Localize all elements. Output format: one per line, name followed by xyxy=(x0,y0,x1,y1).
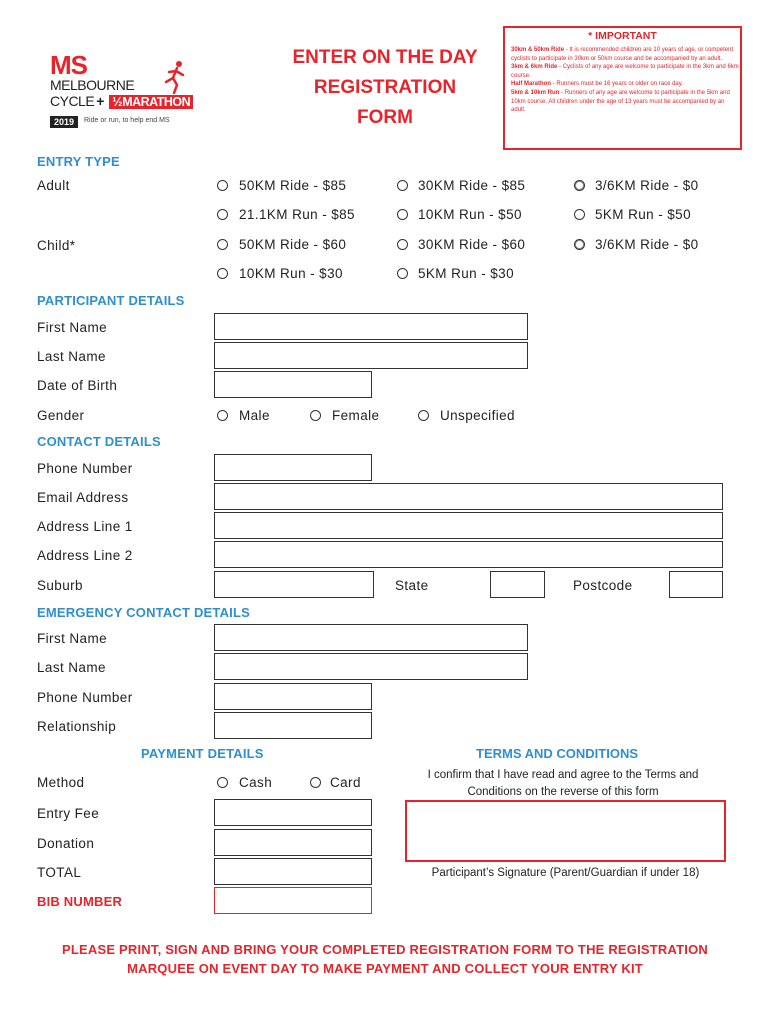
opt-adult-30km-ride: 30KM Ride - $85 xyxy=(418,178,526,193)
logo-year: 2019 xyxy=(50,116,78,128)
emergency-phone-field[interactable] xyxy=(214,683,372,710)
terms-line2: Conditions on the reverse of this form xyxy=(467,786,659,798)
label-child: Child* xyxy=(37,238,76,253)
important-p3: - Runners must be 16 years or older on race day. xyxy=(551,81,683,88)
radio-gender-male[interactable] xyxy=(217,410,228,421)
opt-gender-male: Male xyxy=(239,408,270,423)
opt-adult-3-6km-ride: 3/6KM Ride - $0 xyxy=(595,178,699,193)
terms-title: TERMS AND CONDITIONS xyxy=(476,746,639,761)
form-title-line1: ENTER ON THE DAY xyxy=(292,47,478,68)
label-address2: Address Line 2 xyxy=(37,548,133,563)
important-p3-bold: Half Marathon xyxy=(511,81,552,88)
terms-line1: I confirm that I have read and agree to the Terms and xyxy=(427,769,699,781)
important-body xyxy=(511,46,739,115)
radio-gender-female[interactable] xyxy=(310,410,321,421)
radio-adult-5km-run[interactable] xyxy=(574,209,585,220)
opt-child-30km-ride: 30KM Ride - $60 xyxy=(418,237,526,252)
label-first-name: First Name xyxy=(37,320,108,335)
label-state: State xyxy=(395,578,429,593)
footer-line1: PLEASE PRINT, SIGN AND BRING YOUR COMPLETED REGISTRATION FORM TO THE REGISTRATION xyxy=(61,942,708,957)
radio-payment-cash[interactable] xyxy=(217,777,228,788)
emergency-last-name-field[interactable] xyxy=(214,653,528,680)
radio-child-5km-run[interactable] xyxy=(397,268,408,279)
opt-child-50km-ride: 50KM Ride - $60 xyxy=(239,237,347,252)
label-emergency-last-name: Last Name xyxy=(37,660,106,675)
section-payment-details: PAYMENT DETAILS xyxy=(141,746,264,761)
section-contact-details: CONTACT DETAILS xyxy=(37,434,161,449)
form-title-line2: REGISTRATION xyxy=(313,77,457,98)
label-emergency-first-name: First Name xyxy=(37,631,108,646)
radio-adult-21km-run[interactable] xyxy=(217,209,228,220)
radio-child-50km-ride[interactable] xyxy=(217,239,228,250)
important-title: * IMPORTANT xyxy=(588,30,657,42)
opt-payment-card: Card xyxy=(330,775,361,790)
address1-field[interactable] xyxy=(214,512,723,539)
signature-label: Participant’s Signature (Parent/Guardian if under 18) xyxy=(431,867,700,879)
section-participant-details: PARTICIPANT DETAILS xyxy=(37,293,185,308)
address2-field[interactable] xyxy=(214,541,723,568)
label-relationship: Relationship xyxy=(37,719,117,734)
donation-field[interactable] xyxy=(214,829,372,856)
label-donation: Donation xyxy=(37,836,95,851)
first-name-field[interactable] xyxy=(214,313,528,340)
opt-adult-10km-run: 10KM Run - $50 xyxy=(418,207,522,222)
state-field[interactable] xyxy=(490,571,545,598)
radio-adult-30km-ride[interactable] xyxy=(397,180,408,191)
postcode-field[interactable] xyxy=(669,571,723,598)
label-emergency-phone: Phone Number xyxy=(37,690,133,705)
footer-notice xyxy=(30,940,740,978)
logo-ms: MS xyxy=(50,50,87,80)
radio-adult-10km-run[interactable] xyxy=(397,209,408,220)
label-method: Method xyxy=(37,775,85,790)
entry-fee-field[interactable] xyxy=(214,799,372,826)
label-postcode: Postcode xyxy=(573,578,633,593)
signature-field[interactable] xyxy=(405,800,726,862)
label-address1: Address Line 1 xyxy=(37,519,133,534)
opt-child-5km-run: 5KM Run - $30 xyxy=(418,266,514,281)
important-p1: - It is recommended children are 10 years of age, or competent cyclists to participate in 30km or 50km course and be accompanied by an adult. xyxy=(511,47,734,62)
runner-icon xyxy=(162,60,188,99)
opt-gender-female: Female xyxy=(332,408,380,423)
label-adult: Adult xyxy=(37,178,70,193)
suburb-field[interactable] xyxy=(214,571,374,598)
opt-child-10km-run: 10KM Run - $30 xyxy=(239,266,343,281)
logo-cycle: CYCLE xyxy=(50,93,95,109)
important-p2: - Cyclists of any age are welcome to participate in the 3km and 6km course. xyxy=(511,64,739,79)
radio-adult-3-6km-ride[interactable] xyxy=(574,180,585,191)
logo-tagline: Ride or run, to help end MS xyxy=(84,117,170,124)
important-p4: - Runners of any age are welcome to participate in the 5km and 10km course. All children under the age of 13 years must be accompanied by an adult. xyxy=(511,89,730,114)
important-p1-bold: 30km & 50km Ride xyxy=(511,47,565,53)
event-logo xyxy=(50,50,240,130)
total-field[interactable] xyxy=(214,858,372,885)
dob-field[interactable] xyxy=(214,371,372,398)
opt-payment-cash: Cash xyxy=(239,775,273,790)
radio-child-10km-run[interactable] xyxy=(217,268,228,279)
label-gender: Gender xyxy=(37,408,85,423)
section-entry-type: ENTRY TYPE xyxy=(37,154,120,169)
logo-line1: MELBOURNE xyxy=(50,77,135,93)
opt-adult-50km-ride: 50KM Ride - $85 xyxy=(239,178,347,193)
relationship-field[interactable] xyxy=(214,712,372,739)
opt-child-3-6km-ride: 3/6KM Ride - $0 xyxy=(595,237,699,252)
emergency-first-name-field[interactable] xyxy=(214,624,528,651)
label-bib-number: BIB NUMBER xyxy=(37,894,123,909)
label-entry-fee: Entry Fee xyxy=(37,806,100,821)
form-title-line3: FORM xyxy=(357,107,413,128)
radio-adult-50km-ride[interactable] xyxy=(217,180,228,191)
bib-number-field[interactable] xyxy=(214,887,372,914)
last-name-field[interactable] xyxy=(214,342,528,369)
logo-half: ½ xyxy=(112,95,123,109)
email-field[interactable] xyxy=(214,483,723,510)
label-email: Email Address xyxy=(37,490,129,505)
label-dob: Date of Birth xyxy=(37,378,118,393)
label-total: TOTAL xyxy=(37,865,82,880)
radio-payment-card[interactable] xyxy=(310,777,321,788)
label-phone: Phone Number xyxy=(37,461,133,476)
logo-plus: + xyxy=(96,93,104,109)
logo-marathon: MARATHON xyxy=(122,95,191,109)
label-last-name: Last Name xyxy=(37,349,106,364)
section-emergency-contact: EMERGENCY CONTACT DETAILS xyxy=(37,605,251,620)
radio-gender-unspecified[interactable] xyxy=(418,410,429,421)
opt-gender-unspecified: Unspecified xyxy=(440,408,515,423)
radio-child-3-6km-ride[interactable] xyxy=(574,239,585,250)
phone-field[interactable] xyxy=(214,454,372,481)
important-p2-bold: 3km & 6km Ride xyxy=(511,64,558,71)
radio-child-30km-ride[interactable] xyxy=(397,239,408,250)
opt-adult-21km-run: 21.1KM Run - $85 xyxy=(239,207,355,222)
opt-adult-5km-run: 5KM Run - $50 xyxy=(595,207,691,222)
footer-line2: MARQUEE ON EVENT DAY TO MAKE PAYMENT AND COLLECT YOUR ENTRY KIT xyxy=(127,961,643,976)
label-suburb: Suburb xyxy=(37,578,83,593)
important-notice xyxy=(503,26,742,150)
important-p4-bold: 5km & 10km Run xyxy=(511,89,560,96)
